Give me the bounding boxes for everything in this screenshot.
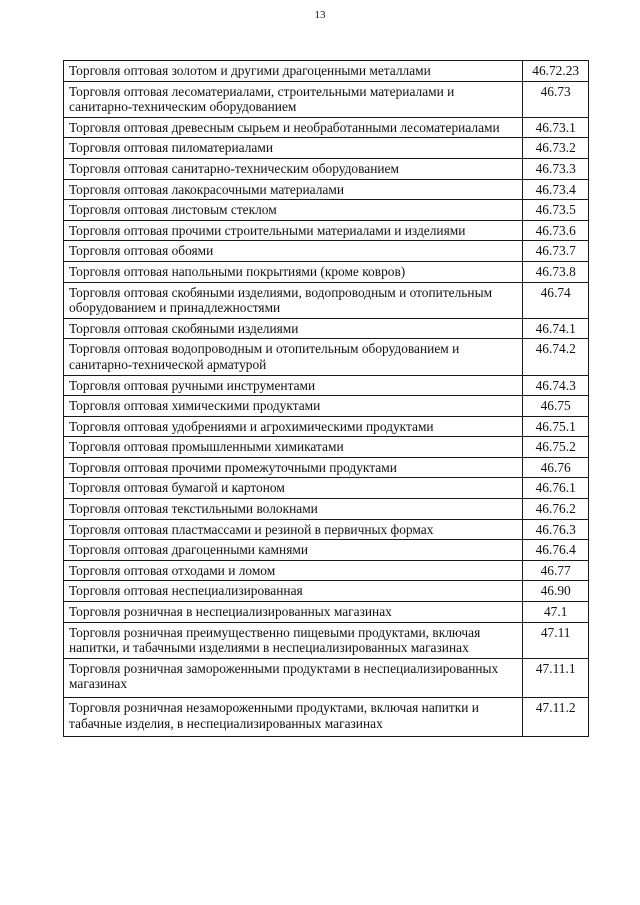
activity-code-cell: 46.75.2 bbox=[523, 437, 589, 458]
activity-name-cell: Торговля оптовая скобяными изделиями bbox=[64, 318, 523, 339]
activity-name-cell: Торговля оптовая напольными покрытиями (кроме ковров) bbox=[64, 261, 523, 282]
table-row bbox=[64, 339, 589, 375]
activity-name-cell: Торговля розничная незамороженными продуктами, включая напитки и табачные изделия, в неспециализированных магазинах bbox=[64, 698, 523, 737]
table-row bbox=[64, 602, 589, 623]
table-row bbox=[64, 117, 589, 138]
activity-name-cell: Торговля оптовая золотом и другими драгоценными металлами bbox=[64, 61, 523, 82]
activity-name-cell: Торговля оптовая санитарно-техническим оборудованием bbox=[64, 158, 523, 179]
activity-code-cell: 46.90 bbox=[523, 581, 589, 602]
activity-name-cell: Торговля оптовая прочими промежуточными продуктами bbox=[64, 457, 523, 478]
activity-name-cell: Торговля оптовая текстильными волокнами bbox=[64, 499, 523, 520]
activity-name-cell: Торговля оптовая удобрениями и агрохимическими продуктами bbox=[64, 416, 523, 437]
activity-name-cell: Торговля оптовая ручными инструментами bbox=[64, 375, 523, 396]
table-row bbox=[64, 457, 589, 478]
table-row bbox=[64, 416, 589, 437]
activity-name-cell: Торговля оптовая химическими продуктами bbox=[64, 396, 523, 417]
activity-name-cell: Торговля оптовая пиломатериалами bbox=[64, 138, 523, 159]
table-row bbox=[64, 698, 589, 737]
activity-name-cell: Торговля оптовая обоями bbox=[64, 241, 523, 262]
activity-code-cell: 46.75.1 bbox=[523, 416, 589, 437]
activity-code-cell: 46.76 bbox=[523, 457, 589, 478]
activity-code-cell: 47.11.1 bbox=[523, 658, 589, 697]
activity-name-cell: Торговля оптовая лакокрасочными материалами bbox=[64, 179, 523, 200]
table-row bbox=[64, 499, 589, 520]
table-row bbox=[64, 560, 589, 581]
activity-code-cell: 47.11 bbox=[523, 622, 589, 658]
activity-code-cell: 46.74.3 bbox=[523, 375, 589, 396]
activity-code-cell: 46.75 bbox=[523, 396, 589, 417]
activity-code-cell: 46.72.23 bbox=[523, 61, 589, 82]
table-body bbox=[64, 61, 589, 737]
activity-code-cell: 46.74.1 bbox=[523, 318, 589, 339]
activity-name-cell: Торговля розничная замороженными продуктами в неспециализированных магазинах bbox=[64, 658, 523, 697]
table-row bbox=[64, 158, 589, 179]
activity-name-cell: Торговля оптовая отходами и ломом bbox=[64, 560, 523, 581]
table-row bbox=[64, 241, 589, 262]
activity-name-cell: Торговля оптовая лесоматериалами, строительными материалами и санитарно-техническим оборудованием bbox=[64, 81, 523, 117]
activity-code-cell: 46.73.3 bbox=[523, 158, 589, 179]
activity-name-cell: Торговля розничная в неспециализированных магазинах bbox=[64, 602, 523, 623]
table-row bbox=[64, 540, 589, 561]
activity-code-cell: 46.73.6 bbox=[523, 220, 589, 241]
table-row bbox=[64, 179, 589, 200]
activity-code-cell: 46.74 bbox=[523, 282, 589, 318]
activity-name-cell: Торговля оптовая неспециализированная bbox=[64, 581, 523, 602]
activity-code-cell: 47.1 bbox=[523, 602, 589, 623]
activity-code-cell: 46.73.7 bbox=[523, 241, 589, 262]
table-row bbox=[64, 658, 589, 697]
page-number: 13 bbox=[314, 9, 326, 21]
table-row bbox=[64, 200, 589, 221]
table-row bbox=[64, 220, 589, 241]
activity-name-cell: Торговля оптовая прочими строительными материалами и изделиями bbox=[64, 220, 523, 241]
table-row bbox=[64, 261, 589, 282]
activity-name-cell: Торговля розничная преимущественно пищевыми продуктами, включая напитки, и табачными изделиями в неспециализированных магазинах bbox=[64, 622, 523, 658]
activity-code-cell: 46.73.8 bbox=[523, 261, 589, 282]
table-row bbox=[64, 81, 589, 117]
table-row bbox=[64, 282, 589, 318]
activity-code-cell: 46.77 bbox=[523, 560, 589, 581]
activity-code-cell: 46.76.1 bbox=[523, 478, 589, 499]
activity-code-cell: 46.73.1 bbox=[523, 117, 589, 138]
activity-code-cell: 46.73 bbox=[523, 81, 589, 117]
activity-name-cell: Торговля оптовая древесным сырьем и необработанными лесоматериалами bbox=[64, 117, 523, 138]
table-row bbox=[64, 138, 589, 159]
table-row bbox=[64, 396, 589, 417]
activity-code-cell: 46.76.4 bbox=[523, 540, 589, 561]
activity-code-cell: 46.73.2 bbox=[523, 138, 589, 159]
table-row bbox=[64, 437, 589, 458]
table-row bbox=[64, 318, 589, 339]
activity-name-cell: Торговля оптовая драгоценными камнями bbox=[64, 540, 523, 561]
activity-codes-table bbox=[63, 60, 589, 737]
table-row bbox=[64, 478, 589, 499]
activity-code-cell: 46.74.2 bbox=[523, 339, 589, 375]
activity-codes-table-container bbox=[63, 60, 589, 737]
activity-code-cell: 46.76.2 bbox=[523, 499, 589, 520]
activity-code-cell: 47.11.2 bbox=[523, 698, 589, 737]
activity-code-cell: 46.76.3 bbox=[523, 519, 589, 540]
table-row bbox=[64, 622, 589, 658]
activity-name-cell: Торговля оптовая пластмассами и резиной в первичных формах bbox=[64, 519, 523, 540]
activity-name-cell: Торговля оптовая бумагой и картоном bbox=[64, 478, 523, 499]
activity-code-cell: 46.73.4 bbox=[523, 179, 589, 200]
activity-name-cell: Торговля оптовая скобяными изделиями, водопроводным и отопительным оборудованием и принадлежностями bbox=[64, 282, 523, 318]
table-row bbox=[64, 375, 589, 396]
table-row bbox=[64, 581, 589, 602]
activity-name-cell: Торговля оптовая листовым стеклом bbox=[64, 200, 523, 221]
table-row bbox=[64, 519, 589, 540]
table-row bbox=[64, 61, 589, 82]
activity-name-cell: Торговля оптовая водопроводным и отопительным оборудованием и санитарно-технической арматурой bbox=[64, 339, 523, 375]
activity-name-cell: Торговля оптовая промышленными химикатами bbox=[64, 437, 523, 458]
activity-code-cell: 46.73.5 bbox=[523, 200, 589, 221]
